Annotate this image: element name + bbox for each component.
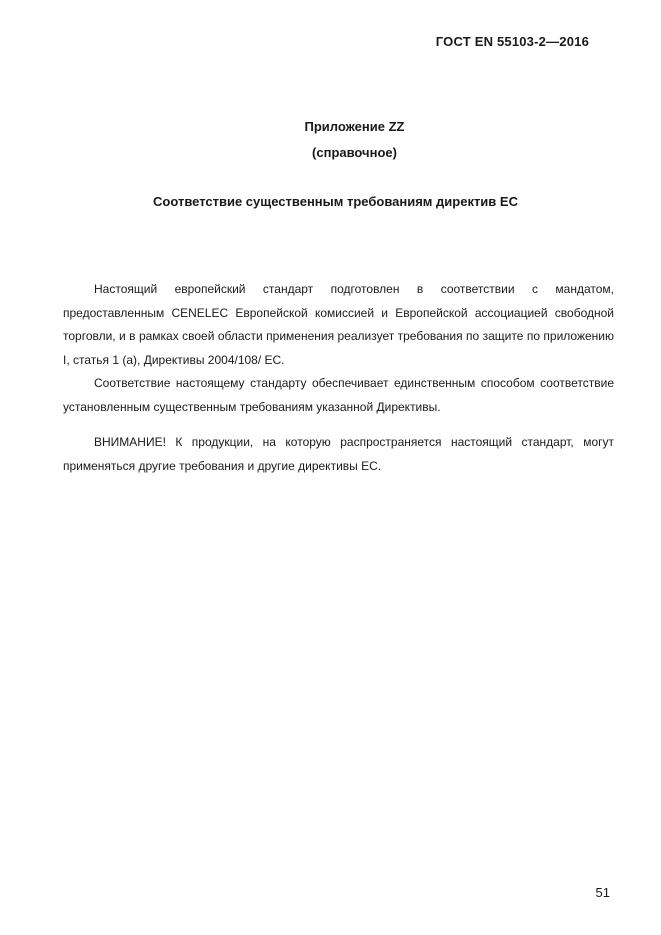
annex-kind: (справочное) xyxy=(312,145,397,160)
annex-title: Приложение ZZ xyxy=(304,119,405,134)
page-number: 51 xyxy=(595,885,610,900)
annex-heading: Соответствие существенным требованиям директив ЕС xyxy=(153,194,518,209)
paragraph-conformity: Соответствие настоящему стандарту обеспечивает единственным способом соответствие установленным существенным требованиям указанной Директивы. xyxy=(63,376,614,414)
paragraph-warning: ВНИМАНИЕ! К продукции, на которую распространяется настоящий стандарт, могут применяться другие требования и другие директивы ЕС. xyxy=(63,435,614,473)
document-code: ГОСТ EN 55103-2—2016 xyxy=(435,34,589,49)
body-text xyxy=(63,278,614,478)
paragraph-mandate: Настоящий европейский стандарт подготовлен в соответствии с мандатом, предоставленным CENELEC Европейской комиссией и Европейской ассоциацией свободной торговли, и в рамках своей области применения реализует требования по защите по приложению I, статья 1 (а), Директивы 2004/108/ ЕС. xyxy=(63,282,614,367)
